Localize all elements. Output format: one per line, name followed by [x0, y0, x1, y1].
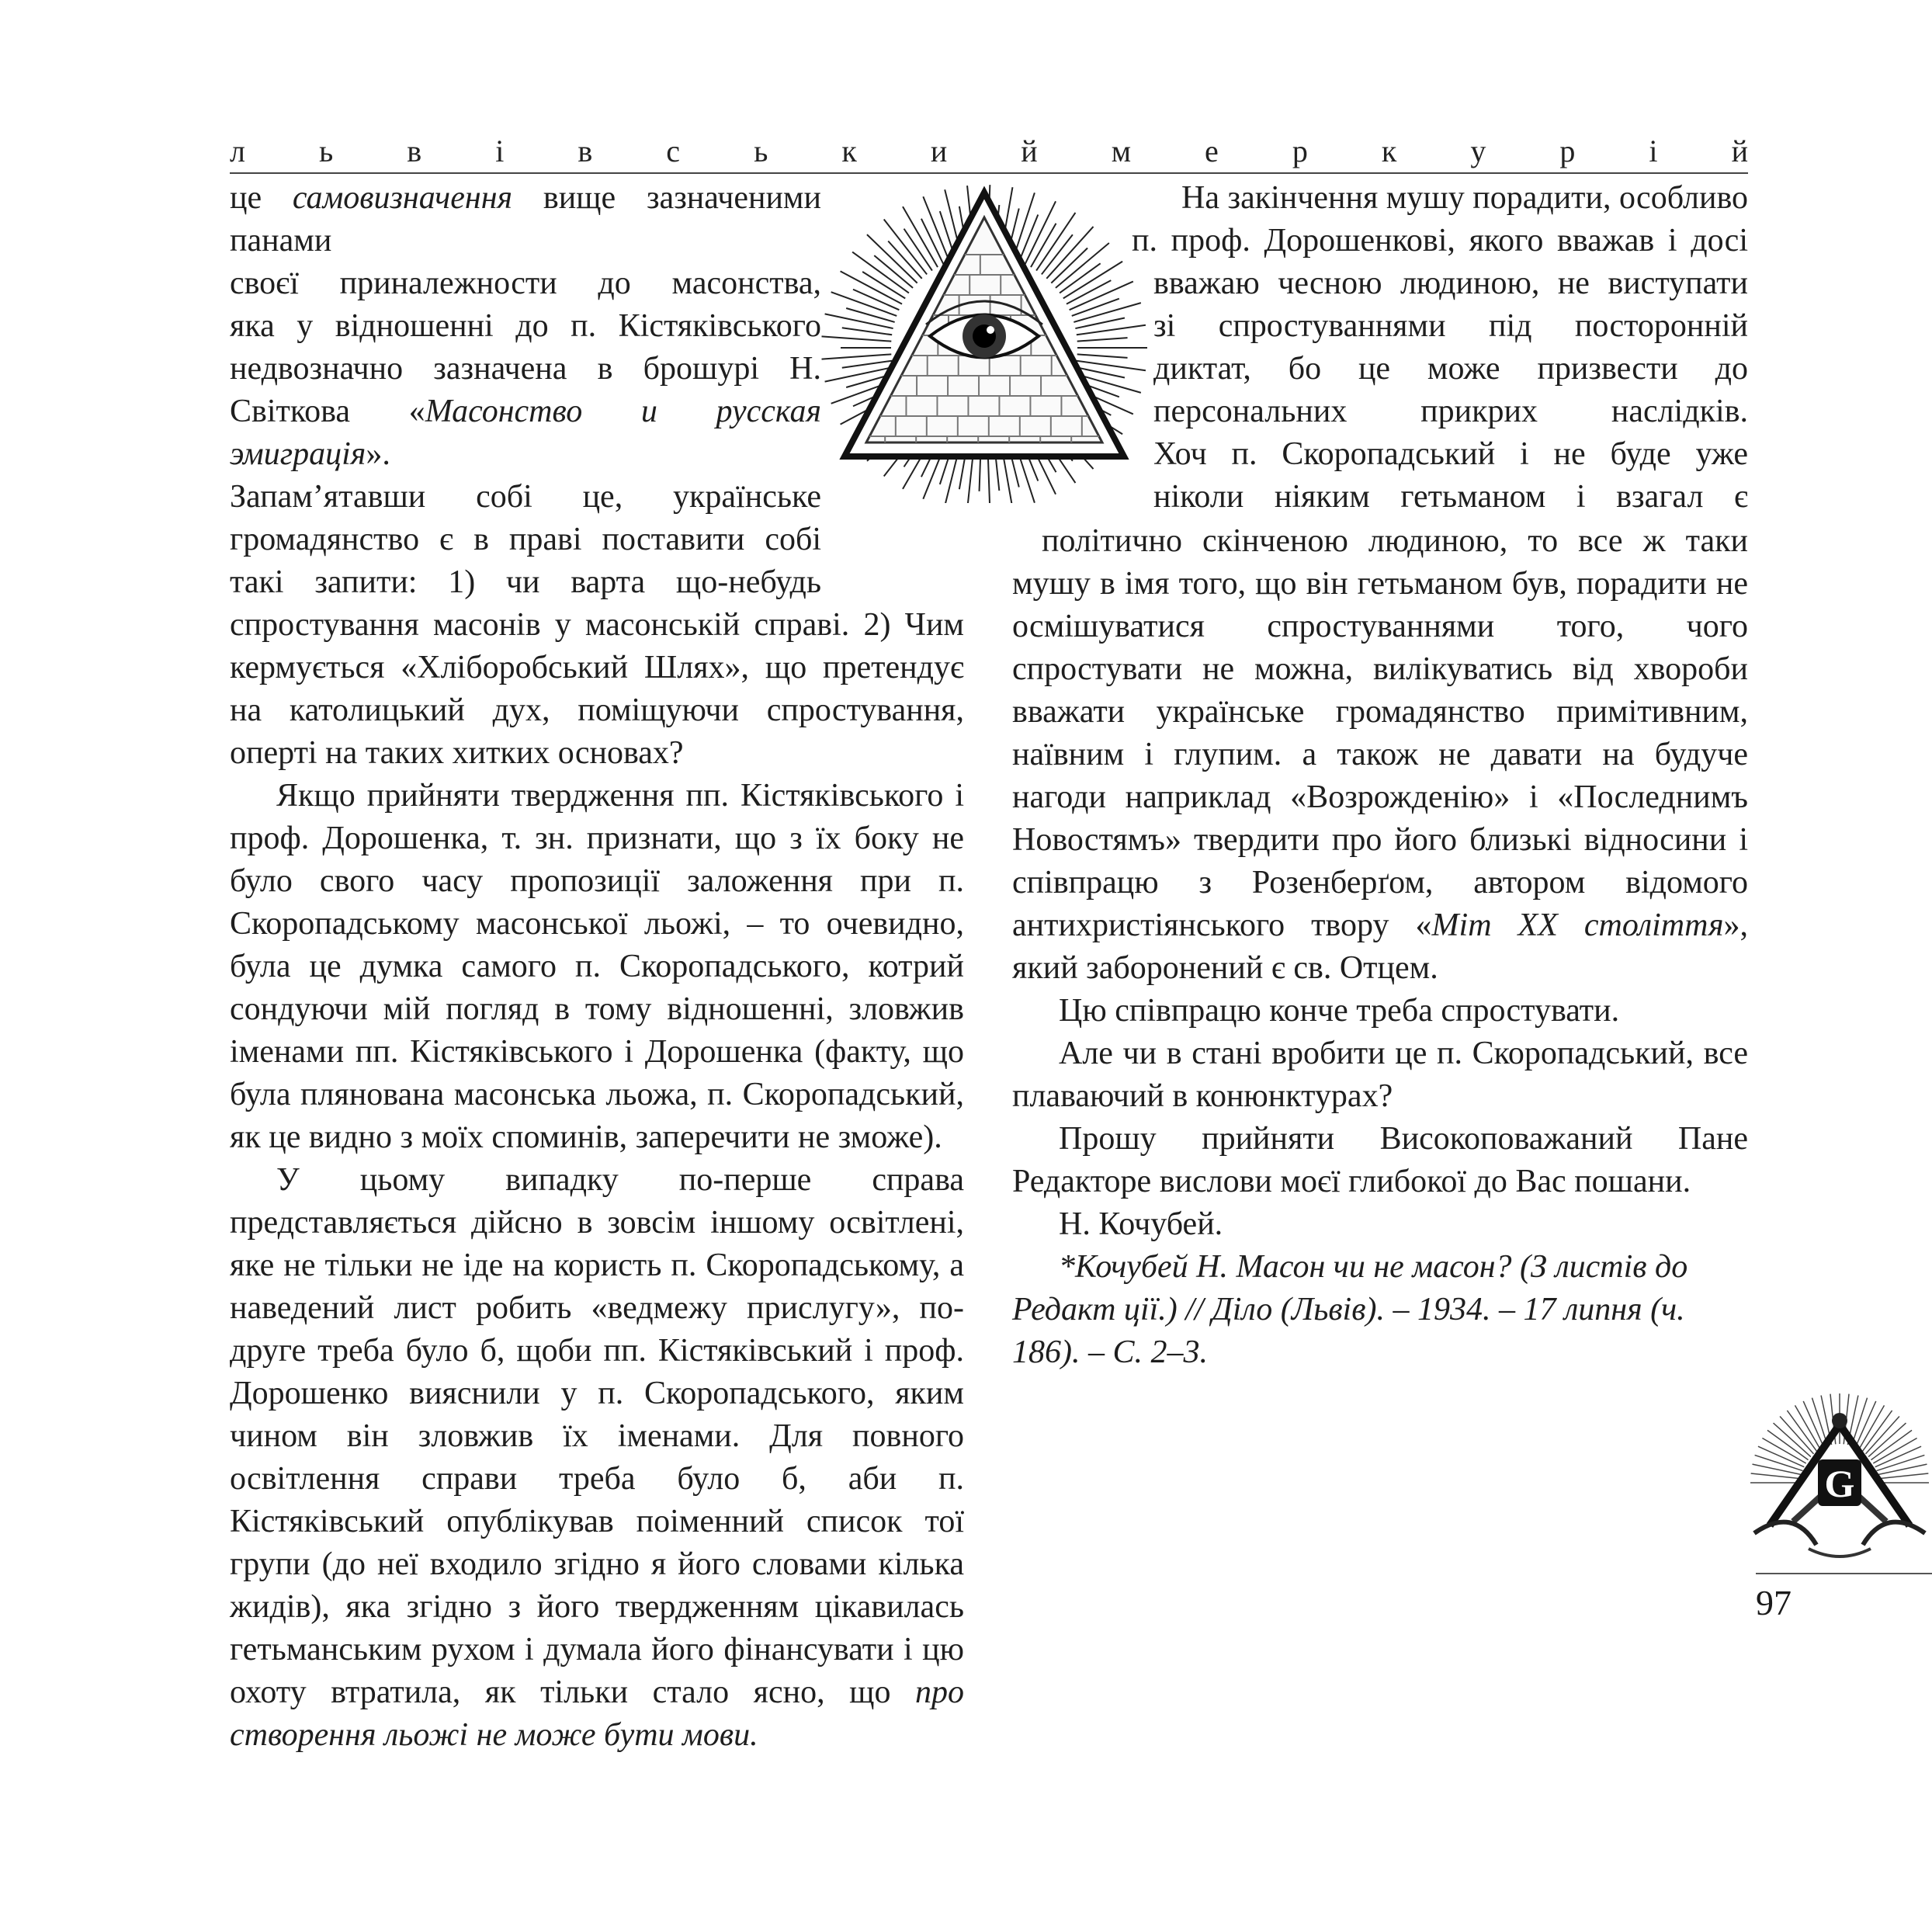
- right-paragraph-4: Прошу прийняти Високоповажаний Пане Редакторе вислови моєї глибокої до Вас пошани.: [1012, 1121, 1748, 1199]
- signature: Н. Кочубей.: [1059, 1206, 1223, 1242]
- header-letter: у: [1470, 134, 1486, 168]
- left-line: своєї приналежности до масонства,: [230, 265, 821, 301]
- header-letter: с: [666, 134, 681, 168]
- svg-text:G: G: [1824, 1462, 1855, 1505]
- header-letter: к: [1381, 134, 1397, 168]
- right-p1-b: », який заборонений є св. Отцем.: [1012, 907, 1749, 986]
- header-letter: р: [1292, 134, 1308, 168]
- right-line: На закінчення мушу порадити, особливо: [1181, 180, 1748, 216]
- left-line: такі запити: 1) чи варта що-небудь: [230, 564, 821, 600]
- header-letter: й: [1021, 134, 1038, 168]
- square-and-compasses-icon: [1746, 1390, 1932, 1568]
- running-header: [230, 132, 1748, 171]
- left-paragraph-2: Якщо прийняти твердження пп. Кістяківського і проф. Дорошенка, т. зн. признати, що з їх боку не було свого часу пропозиції заложення при п. Скоропадському масонської льожі, – то очевидно, була це думка самого п. Скоропадського, котрий сондуючи мій погляд в тому відношенні, зловжив іменами пп. Кістяківського і Дорошенка (факту, що була плянована масонська льожа, п. Скоропадський, як це видно з моїх споминів, заперечити не зможе).: [230, 778, 964, 1155]
- left-line: недвозначно зазначена в брошурі Н.: [230, 351, 821, 387]
- header-letter: р: [1559, 134, 1576, 168]
- right-paragraph-2: Цю співпрацю конче треба спростувати.: [1059, 993, 1620, 1029]
- header-letter: м: [1111, 134, 1132, 168]
- left-paragraph-1-rest: спростування масонів у масонській справі. 2) Чим кермується «Хліборобський Шлях», що претендує на католицький дух, поміщуючи спростування, оперті на таких хитких основах?: [230, 607, 964, 771]
- page-number: 97: [1756, 1583, 1792, 1622]
- right-line: п. проф. Дорошенкові, якого вважав і досі: [1132, 223, 1748, 259]
- right-wrapped-lines: [1132, 177, 1748, 519]
- para3-italic: про створення льожі не може бути мови.: [230, 1674, 964, 1753]
- book-title: Міт ХХ століття: [1431, 907, 1724, 943]
- right-line: вважаю чесною людиною, не виступати: [1153, 265, 1748, 301]
- citation-b: . – 1934. – 17 липня (ч. 186). – С. 2–3.: [1012, 1292, 1685, 1370]
- header-letter: е: [1205, 134, 1219, 168]
- source-citation: [1012, 1246, 1748, 1374]
- header-letter: к: [841, 134, 857, 168]
- citation-a: *Кочубей Н. Масон чи не масон? (З листів до Редакт ції.) // Діло (Львів): [1012, 1249, 1688, 1327]
- right-line: диктат, бо це може призвести до: [1153, 351, 1748, 387]
- header-letter: ь: [754, 134, 768, 168]
- right-line: персональних прикрих наслідків.: [1153, 394, 1748, 429]
- header-letter: в: [407, 134, 422, 168]
- left-line: Запам’ятавши собі це, українське: [230, 479, 821, 515]
- eye-of-providence-icon: [821, 169, 1147, 503]
- right-line: ніколи ніяким гетьманом і взагал є: [1153, 479, 1748, 515]
- right-paragraph-3: Але чи в стані вробити це п. Скоропадський, все плаваючий в конюнктурах?: [1012, 1036, 1748, 1114]
- header-letter: и: [930, 134, 948, 168]
- left-line: громадянство є в праві поставити собі: [230, 522, 821, 557]
- header-letter: і: [1649, 134, 1658, 168]
- left-line: яка у відношенні до п. Кістяківського: [230, 308, 821, 344]
- header-letter: і: [495, 134, 505, 168]
- left-line: це самовизначення вище зазначеними панами: [230, 180, 821, 259]
- footer-rule: [1756, 1573, 1932, 1574]
- right-line: зі спростуваннями під посторонній: [1153, 308, 1748, 344]
- right-column: [1012, 520, 1748, 1374]
- para3-text: У цьому випадку по-перше справа представляється дійсно в зовсім іншому освітлені, яке не тільки не іде на користь п. Скоропадському, а наведений лист робить «ведмежу прислугу», по-друге треба було б, щоби пп. Кістяківський і проф. Дорошенко вияснили у п. Скоропадського, яким чином він зловжив їх іменами. Для повного освітлення справи треба було б, аби п. Кістяківський опублікував поіменний список тої групи (до неї входило згідно я його словами кілька жидів), яка згідно з його твердженням цікавилась гетьманським рухом і думала його фінансувати і цю охоту втратила, як тільки стало ясно, що: [230, 1162, 964, 1710]
- left-line: Світкова «Масонство и русская эмиграція».: [230, 394, 821, 472]
- header-letter: ь: [319, 134, 334, 168]
- header-letter: л: [230, 134, 245, 168]
- header-letter: й: [1731, 134, 1748, 168]
- right-p1-a: політично скінченою людиною, то все ж таки мушу в імя того, що він гетьманом був, порадити не осмішуватися спростуваннями того, чого спростувати не можна, вилікуватись від хвороби вважати українське громадянство примітивним, наївним і глупим. а також не давати на будуче нагоди наприклад «Возрожденію» і «Последнимъ Новостямъ» твердити про його близькі відносини і співпрацю з Розенберґом, автором відомого антихристіянського твору «: [1012, 523, 1748, 943]
- right-line: Хоч п. Скоропадський і не буде уже: [1153, 436, 1748, 472]
- right-paragraph-1-rest: [1012, 520, 1748, 990]
- left-wrapped-lines: [230, 177, 821, 604]
- left-paragraph-3: [230, 1159, 964, 1757]
- header-letter: в: [578, 134, 593, 168]
